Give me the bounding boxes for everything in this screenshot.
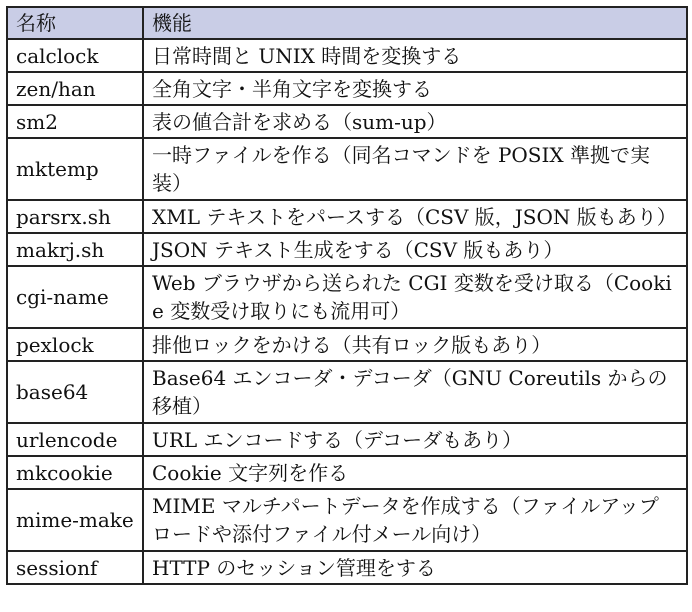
command-name: calclock [7,39,143,72]
command-description: 一時ファイルを作る（同名コマンドを POSIX 準拠で実装） [143,138,687,200]
command-description: 日常時間と UNIX 時間を変換する [143,39,687,72]
table-body [7,39,687,584]
header-function: 機能 [143,7,687,39]
command-name: cgi-name [7,266,143,328]
command-name: sessionf [7,551,143,584]
table-row [7,328,687,361]
header-row [7,7,687,39]
table-row [7,423,687,456]
command-name: mime-make [7,489,143,551]
command-description: XML テキストをパースする（CSV 版，JSON 版もあり） [143,200,687,233]
table-row [7,551,687,584]
command-name: mkcookie [7,456,143,489]
table-row [7,105,687,138]
command-description: 排他ロックをかける（共有ロック版もあり） [143,328,687,361]
table-header [7,7,687,39]
command-name: zen/han [7,72,143,105]
command-description: MIME マルチパートデータを作成する（ファイルアップロードや添付ファイル付メール向け） [143,489,687,551]
command-name: parsrx.sh [7,200,143,233]
command-name: makrj.sh [7,233,143,266]
command-description: HTTP のセッション管理をする [143,551,687,584]
command-name: urlencode [7,423,143,456]
table-row [7,266,687,328]
command-table-container [6,6,686,585]
table-row [7,361,687,423]
command-description: 表の値合計を求める（sum-up） [143,105,687,138]
header-name: 名称 [7,7,143,39]
command-description: Cookie 文字列を作る [143,456,687,489]
command-description: 全角文字・半角文字を変換する [143,72,687,105]
command-description: URL エンコードする（デコーダもあり） [143,423,687,456]
command-description: Web ブラウザから送られた CGI 変数を受け取る（Cookie 変数受け取りにも流用可） [143,266,687,328]
command-name: mktemp [7,138,143,200]
table-row [7,138,687,200]
table-row [7,39,687,72]
command-name: base64 [7,361,143,423]
table-row [7,456,687,489]
command-name: pexlock [7,328,143,361]
table-row [7,200,687,233]
table-row [7,489,687,551]
command-name: sm2 [7,105,143,138]
command-description: Base64 エンコーダ・デコーダ（GNU Coreutils からの移植） [143,361,687,423]
table-row [7,233,687,266]
command-table [6,6,688,585]
table-row [7,72,687,105]
command-description: JSON テキスト生成をする（CSV 版もあり） [143,233,687,266]
